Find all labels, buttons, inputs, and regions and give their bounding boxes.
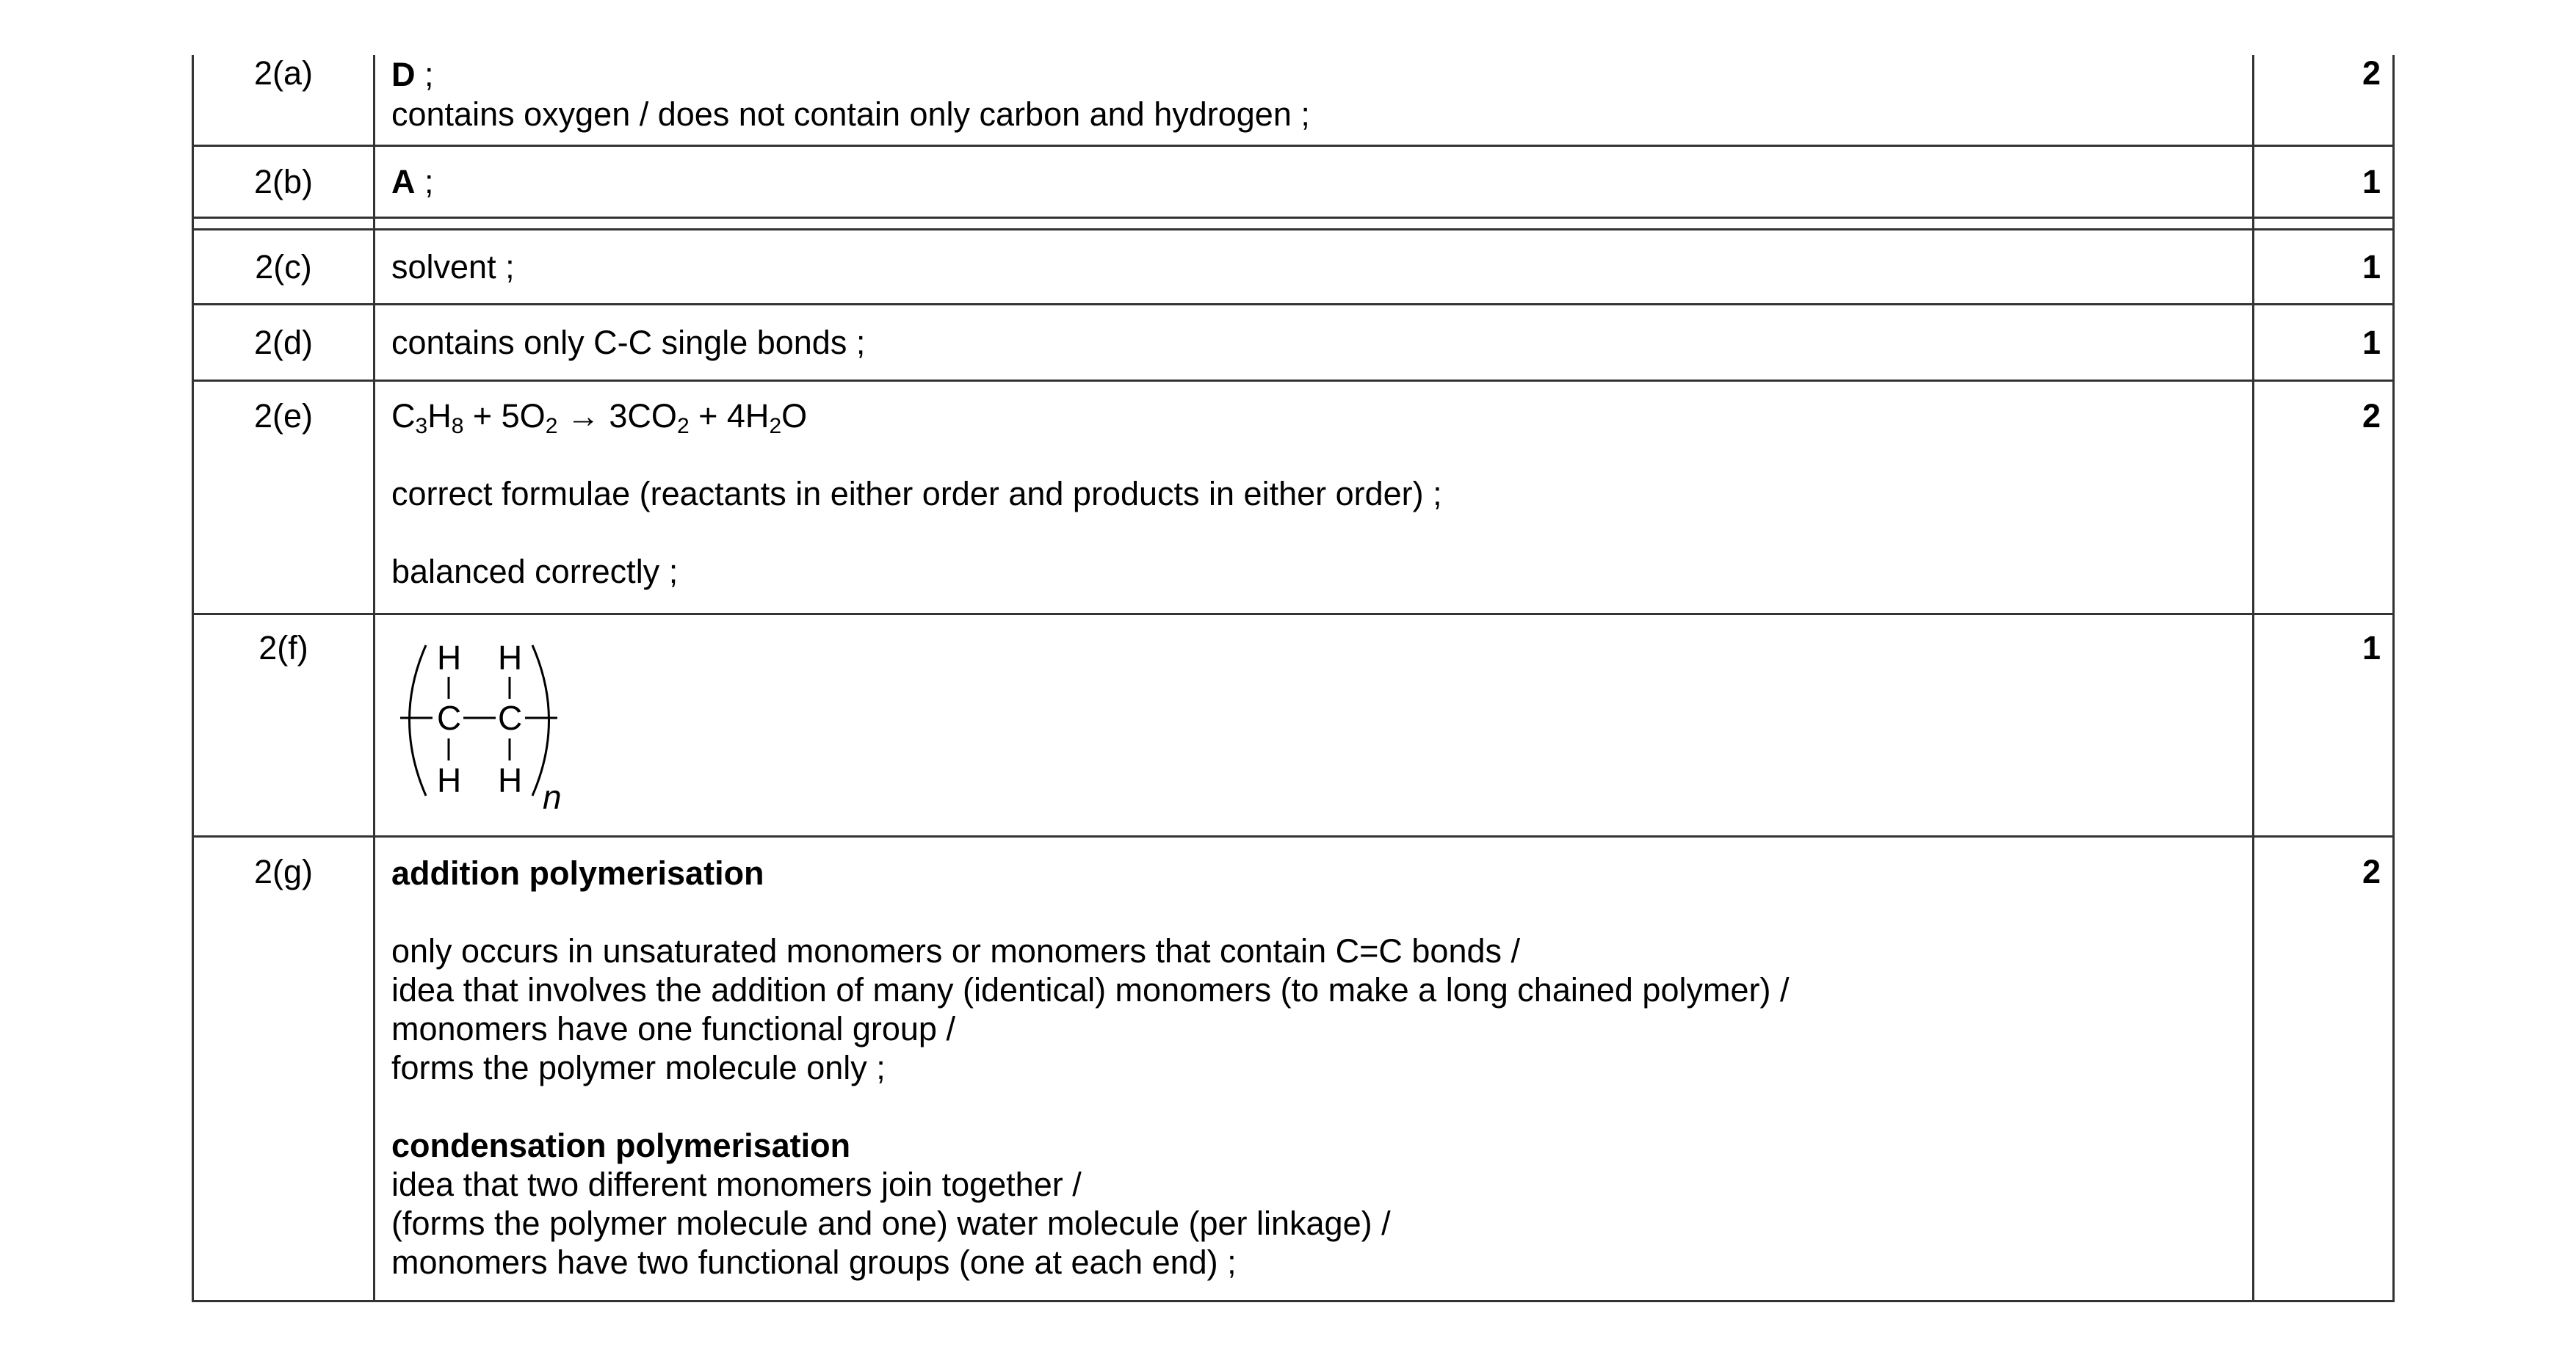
svg-text:H: H	[498, 761, 523, 799]
answer-cell	[375, 382, 2254, 613]
svg-text:H: H	[437, 761, 462, 799]
mark-scheme-table	[192, 55, 2395, 1302]
section-heading: addition polymerisation	[391, 854, 764, 892]
table-row	[194, 838, 2392, 1300]
marks: 2	[2362, 397, 2381, 435]
answer-line: idea that involves the addition of many (identical) monomers (to make a long chained polymer) /	[391, 971, 1790, 1009]
question-number: 2(g)	[194, 838, 375, 1300]
marks: 1	[2362, 162, 2381, 200]
balanced-equation: $C_3H_8 + 5O_2 \to 3CO_2 + 4H_2O$	[391, 397, 808, 438]
table-row	[194, 147, 2392, 219]
row-separator	[194, 219, 2392, 230]
table-row	[194, 55, 2392, 147]
answer-line: contains oxygen / does not contain only carbon and hydrogen ;	[391, 95, 1310, 133]
answer-key: D	[391, 56, 416, 93]
answer-line: correct formulae (reactants in either order and products in either order) ;	[391, 475, 1442, 512]
answer-text: solvent ;	[375, 230, 2254, 303]
answer-line: monomers have one functional group /	[391, 1010, 955, 1047]
answer-line: balanced correctly ;	[391, 553, 679, 590]
answer-text: ;	[415, 56, 434, 93]
question-number: 2(b)	[194, 147, 375, 217]
question-number: 2(d)	[194, 305, 375, 380]
svg-text:C: C	[437, 699, 462, 737]
answer-line: only occurs in unsaturated monomers or monomers that contain C=C bonds /	[391, 932, 1521, 970]
answer-line: idea that two different monomers join together /	[391, 1166, 1082, 1203]
answer-text: contains only C-C single bonds ;	[375, 305, 2254, 380]
answer-cell	[375, 615, 2254, 835]
answer-cell	[375, 838, 2254, 1300]
answer-line: monomers have two functional groups (one at each end) ;	[391, 1243, 1237, 1281]
svg-text:H: H	[498, 639, 523, 677]
question-number: 2(e)	[194, 382, 375, 613]
marks: 2	[2362, 853, 2381, 890]
question-number: 2(a)	[194, 55, 375, 145]
repeat-n: n	[543, 778, 562, 816]
answer-line: forms the polymer molecule only ;	[391, 1049, 886, 1086]
answer-cell	[375, 55, 2254, 145]
section-heading: condensation polymerisation	[391, 1127, 851, 1164]
answer-key: A	[391, 162, 416, 200]
answer-line: (forms the polymer molecule and one) water molecule (per linkage) /	[391, 1205, 1391, 1242]
answer-cell	[375, 147, 2254, 217]
question-number: 2(f)	[194, 615, 375, 835]
marks: 1	[2362, 247, 2381, 286]
svg-text:H: H	[437, 639, 462, 677]
table-row	[194, 615, 2392, 838]
marks: 2	[2362, 54, 2381, 92]
marks: 1	[2362, 629, 2381, 667]
table-row	[194, 382, 2392, 615]
marks: 1	[2362, 323, 2381, 361]
svg-text:C: C	[498, 699, 523, 737]
table-row	[194, 305, 2392, 382]
answer-text: ;	[415, 162, 434, 200]
polyethene-structure	[386, 634, 591, 825]
table-row	[194, 230, 2392, 305]
question-number: 2(c)	[194, 230, 375, 303]
